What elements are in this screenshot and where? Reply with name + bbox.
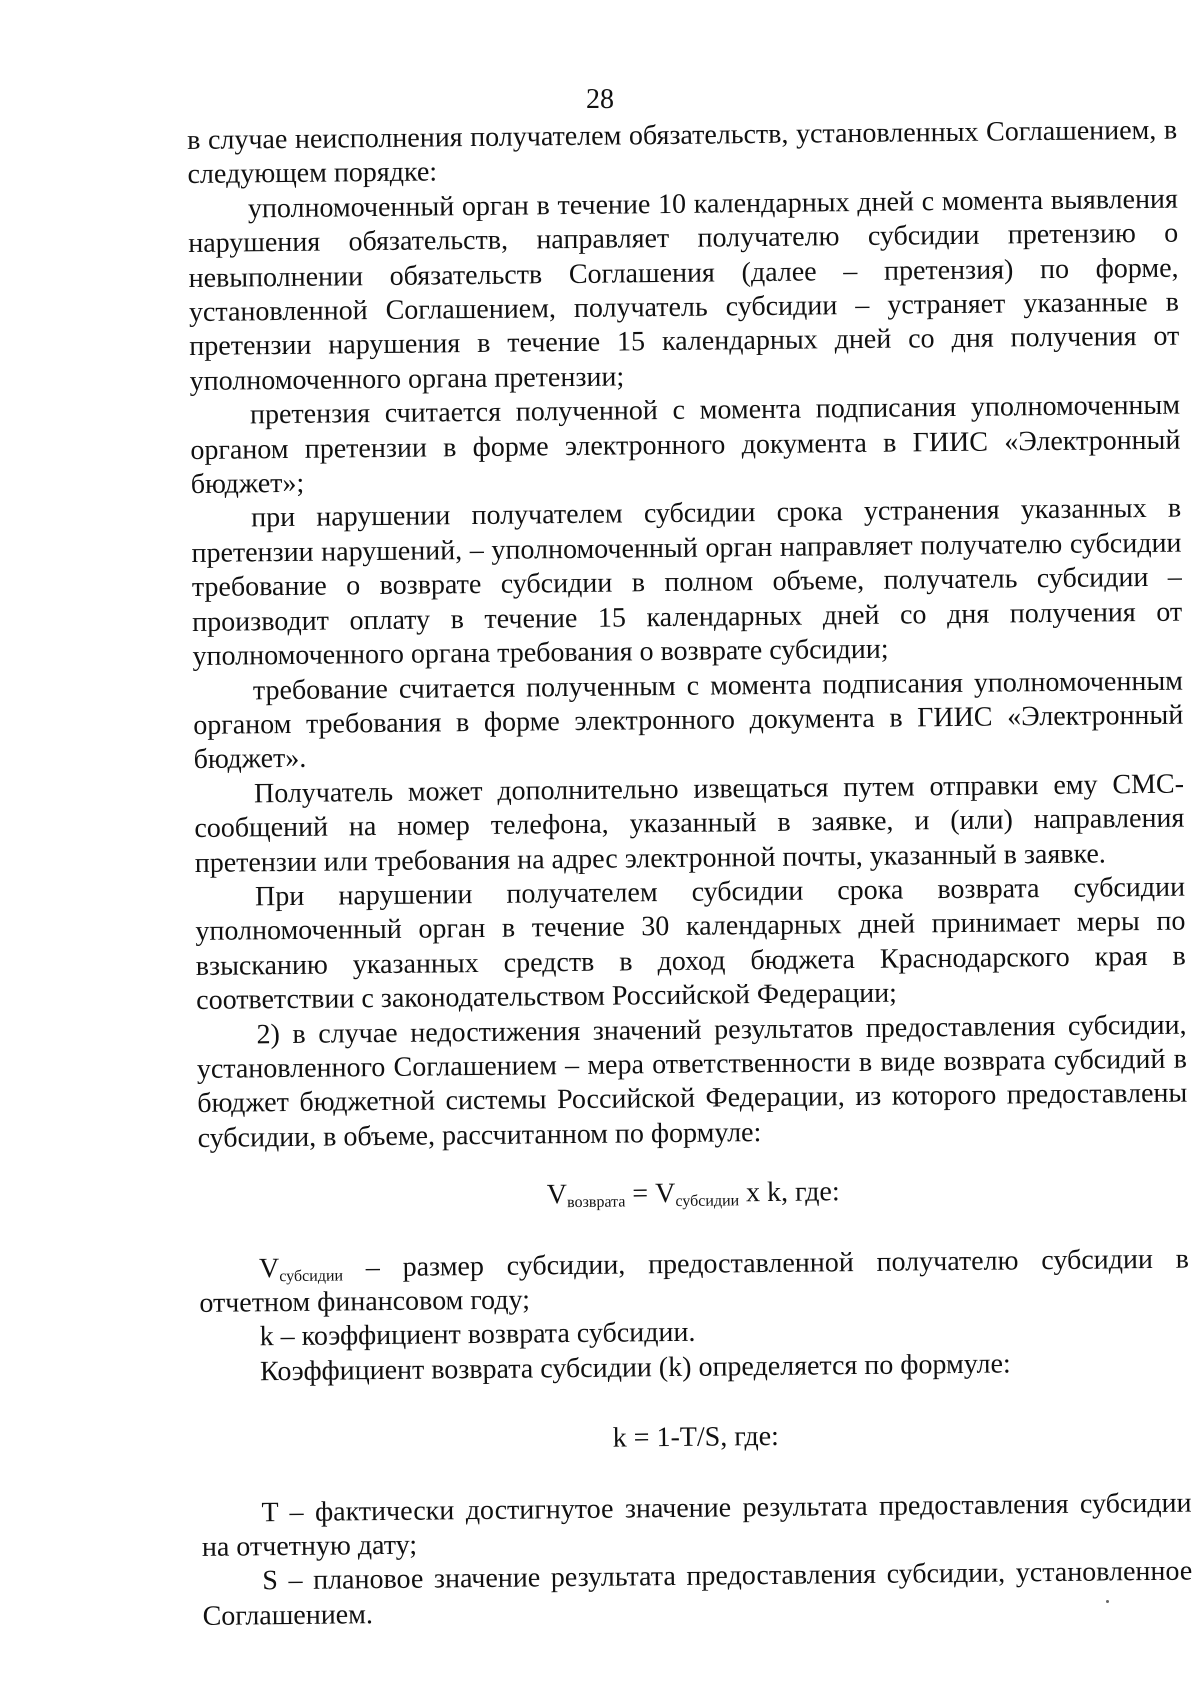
- def-v-subscript: субсидии: [279, 1267, 344, 1285]
- paragraph-3: претензия считается полученной с момента подписания уполномоченным органом претензии в форме электронного документа в ГИИС «Электронный бюджет»;: [190, 389, 1181, 501]
- def-v-letter: V: [258, 1252, 280, 1284]
- definition-s: S – плановое значение результата предоставления субсидии, установленное Соглашением.: [202, 1555, 1193, 1632]
- k-formula-intro: Коэффициент возврата субсидии (k) определяется по формуле:: [259, 1348, 1011, 1388]
- coefficient-formula: k = 1-T/S, где:: [612, 1421, 780, 1454]
- definition-t: T – фактически достигнутое значение результата предоставления субсидии на отчетную дату;: [201, 1487, 1192, 1563]
- formula-tail: х k, где:: [738, 1176, 840, 1209]
- formula-equals: =: [625, 1178, 656, 1210]
- definition-v-subsidy: [199, 1242, 1190, 1321]
- paragraph-5: требование считается полученным с момента подписания уполномоченным органом требования в форме электронного документа в ГИИС «Электронный бюджет».: [193, 665, 1184, 776]
- page-number: 28: [586, 84, 614, 115]
- paragraph-2: уполномоченный орган в течение 10 календарных дней с момента выявления нарушения обязательств, направляет получателю субсидии претензию о невыполнении обязательств Соглашения (далее – претензия) по форме, установленной Соглашением, получатель субсидии – устраняет указанные в претензии нарушения в течение 15 календарных дней со дня получения от уполномоченного органа претензии;: [188, 183, 1180, 397]
- paragraph-6: Получатель может дополнительно извещаться путем отправки ему СМС-сообщений на номер телефона, указанный в заявке, и (или) направления претензии или требования на адрес электронной почты, указанный в заявке.: [194, 768, 1185, 879]
- formula-subsidy-subscript: субсидии: [675, 1192, 740, 1211]
- paragraph-1: в случае неисполнения получателем обязательств, установленных Соглашением, в следующем порядке:: [187, 114, 1178, 191]
- return-volume-formula: [198, 1172, 1188, 1217]
- paragraph-7: При нарушении получателем субсидии срока возврата субсидии уполномоченный орган в течение 30 календарных дней принимает меры по взысканию указанных средств в доход бюджета Краснодарского края в соответствии с законодательством Российской Федерации;: [195, 871, 1186, 1017]
- definition-k: k – коэффициент возврата субсидии.: [259, 1317, 696, 1353]
- def-v-text: – размер субсидии, предоставленной получателю субсидии в отчетном финансовом году;: [199, 1243, 1190, 1319]
- scan-speck: [1106, 1600, 1109, 1603]
- paragraph-4: при нарушении получателем субсидии срока устранения указанных в претензии нарушений, – уполномоченный орган направляет получателю субсидии требование о возврате субсидии в полном объеме, получатель субсидии – производит оплату в течение 15 календарных дней со дня получения от уполномоченного органа требования о возврате субсидии;: [191, 493, 1183, 673]
- formula-return-subscript: возврата: [567, 1193, 626, 1212]
- document-body: [187, 114, 1193, 1635]
- formula-v-letter-2: V: [654, 1178, 676, 1210]
- paragraph-8: 2) в случае недостижения значений результатов предоставления субсидии, установленного Соглашением – мера ответственности в виде возврата субсидий в бюджет бюджетной системы Российской Федерации, из которого предоставлены субсидии, в объеме, рассчитанном по формуле:: [196, 1009, 1188, 1154]
- formula-v-letter: V: [546, 1179, 568, 1211]
